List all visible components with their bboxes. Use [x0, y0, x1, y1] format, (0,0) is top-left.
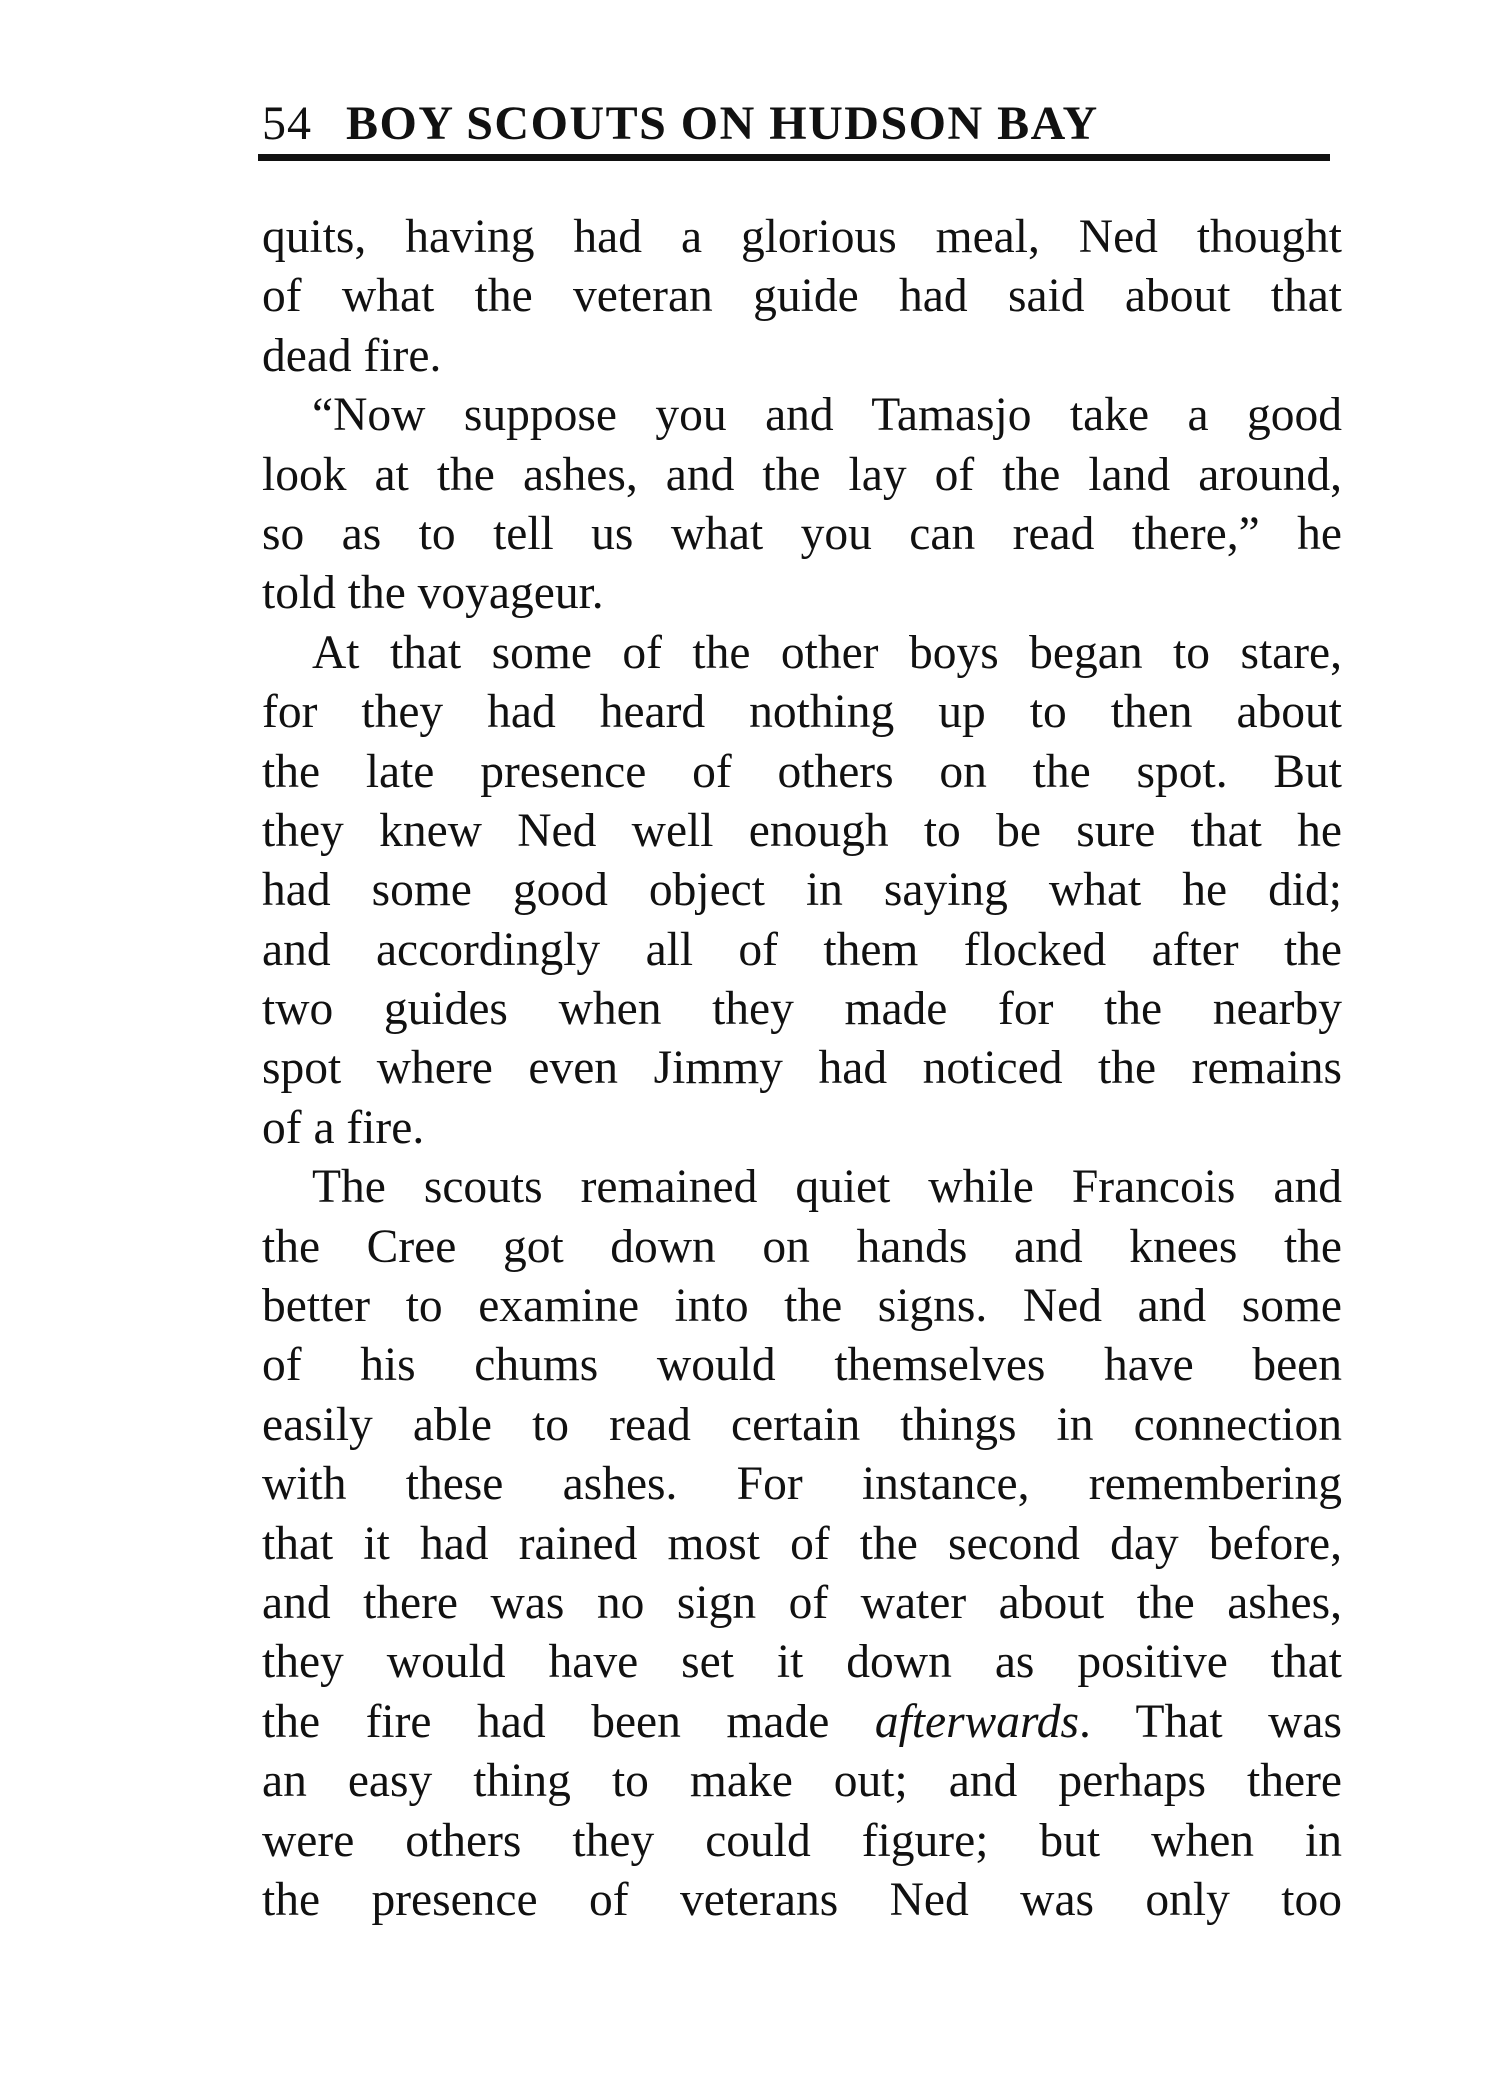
- text-line: quits, having had a glorious meal, Ned thought: [262, 211, 1342, 263]
- text-line: two guides when they made for the nearby: [262, 983, 1342, 1036]
- text-line: with these ashes. For instance, remembering: [262, 1458, 1342, 1511]
- page-number: 54: [262, 97, 312, 150]
- paragraph-start-line: “Now suppose you and Tamasjo take a good: [312, 389, 1342, 442]
- text-line: dead fire.: [262, 329, 442, 382]
- text-line: the presence of veterans Ned was only too: [262, 1873, 1342, 1926]
- text-line: the late presence of others on the spot. But: [262, 745, 1342, 798]
- text-line: easily able to read certain things in connection: [262, 1398, 1342, 1451]
- text-line: were others they could figure; but when in: [262, 1814, 1342, 1867]
- text-line: so as to tell us what you can read there,” he: [262, 507, 1342, 560]
- text-line: the Cree got down on hands and knees the: [262, 1220, 1342, 1273]
- paragraph-start-line: At that some of the other boys began to stare,: [312, 626, 1342, 679]
- text-line: and accordingly all of them flocked after the: [262, 923, 1342, 976]
- text-line: and there was no sign of water about the ashes,: [262, 1576, 1342, 1629]
- italic-word: afterwards: [874, 1695, 1079, 1748]
- text-line: spot where even Jimmy had noticed the remains: [262, 1042, 1342, 1095]
- text-line: of a fire.: [262, 1101, 425, 1154]
- header-rule: [258, 154, 1330, 161]
- text-line: better to examine into the signs. Ned and some: [262, 1280, 1342, 1333]
- text-line: for they had heard nothing up to then about: [262, 686, 1342, 739]
- running-head: [262, 97, 1342, 150]
- text-line-with-emphasis: [262, 1693, 1342, 1752]
- text-line: told the voyageur.: [262, 567, 604, 620]
- body-text: [262, 208, 1342, 1930]
- text-line: of his chums would themselves have been: [262, 1339, 1342, 1392]
- text-line: they knew Ned well enough to be sure that he: [262, 804, 1342, 857]
- text-segment: the fire had been made: [262, 1695, 875, 1748]
- text-line: of what the veteran guide had said about that: [262, 270, 1342, 323]
- text-segment: . That was: [1078, 1695, 1342, 1748]
- page-content: [262, 97, 1342, 1926]
- running-title: BOY SCOUTS ON HUDSON BAY: [346, 97, 1099, 150]
- paragraph-start-line: The scouts remained quiet while Francois and: [312, 1161, 1342, 1214]
- text-line: that it had rained most of the second day before,: [262, 1517, 1342, 1570]
- text-line: an easy thing to make out; and perhaps there: [262, 1755, 1342, 1808]
- text-line: look at the ashes, and the lay of the land around,: [262, 448, 1342, 501]
- text-line: they would have set it down as positive that: [262, 1636, 1342, 1689]
- text-line: had some good object in saying what he did;: [262, 864, 1342, 917]
